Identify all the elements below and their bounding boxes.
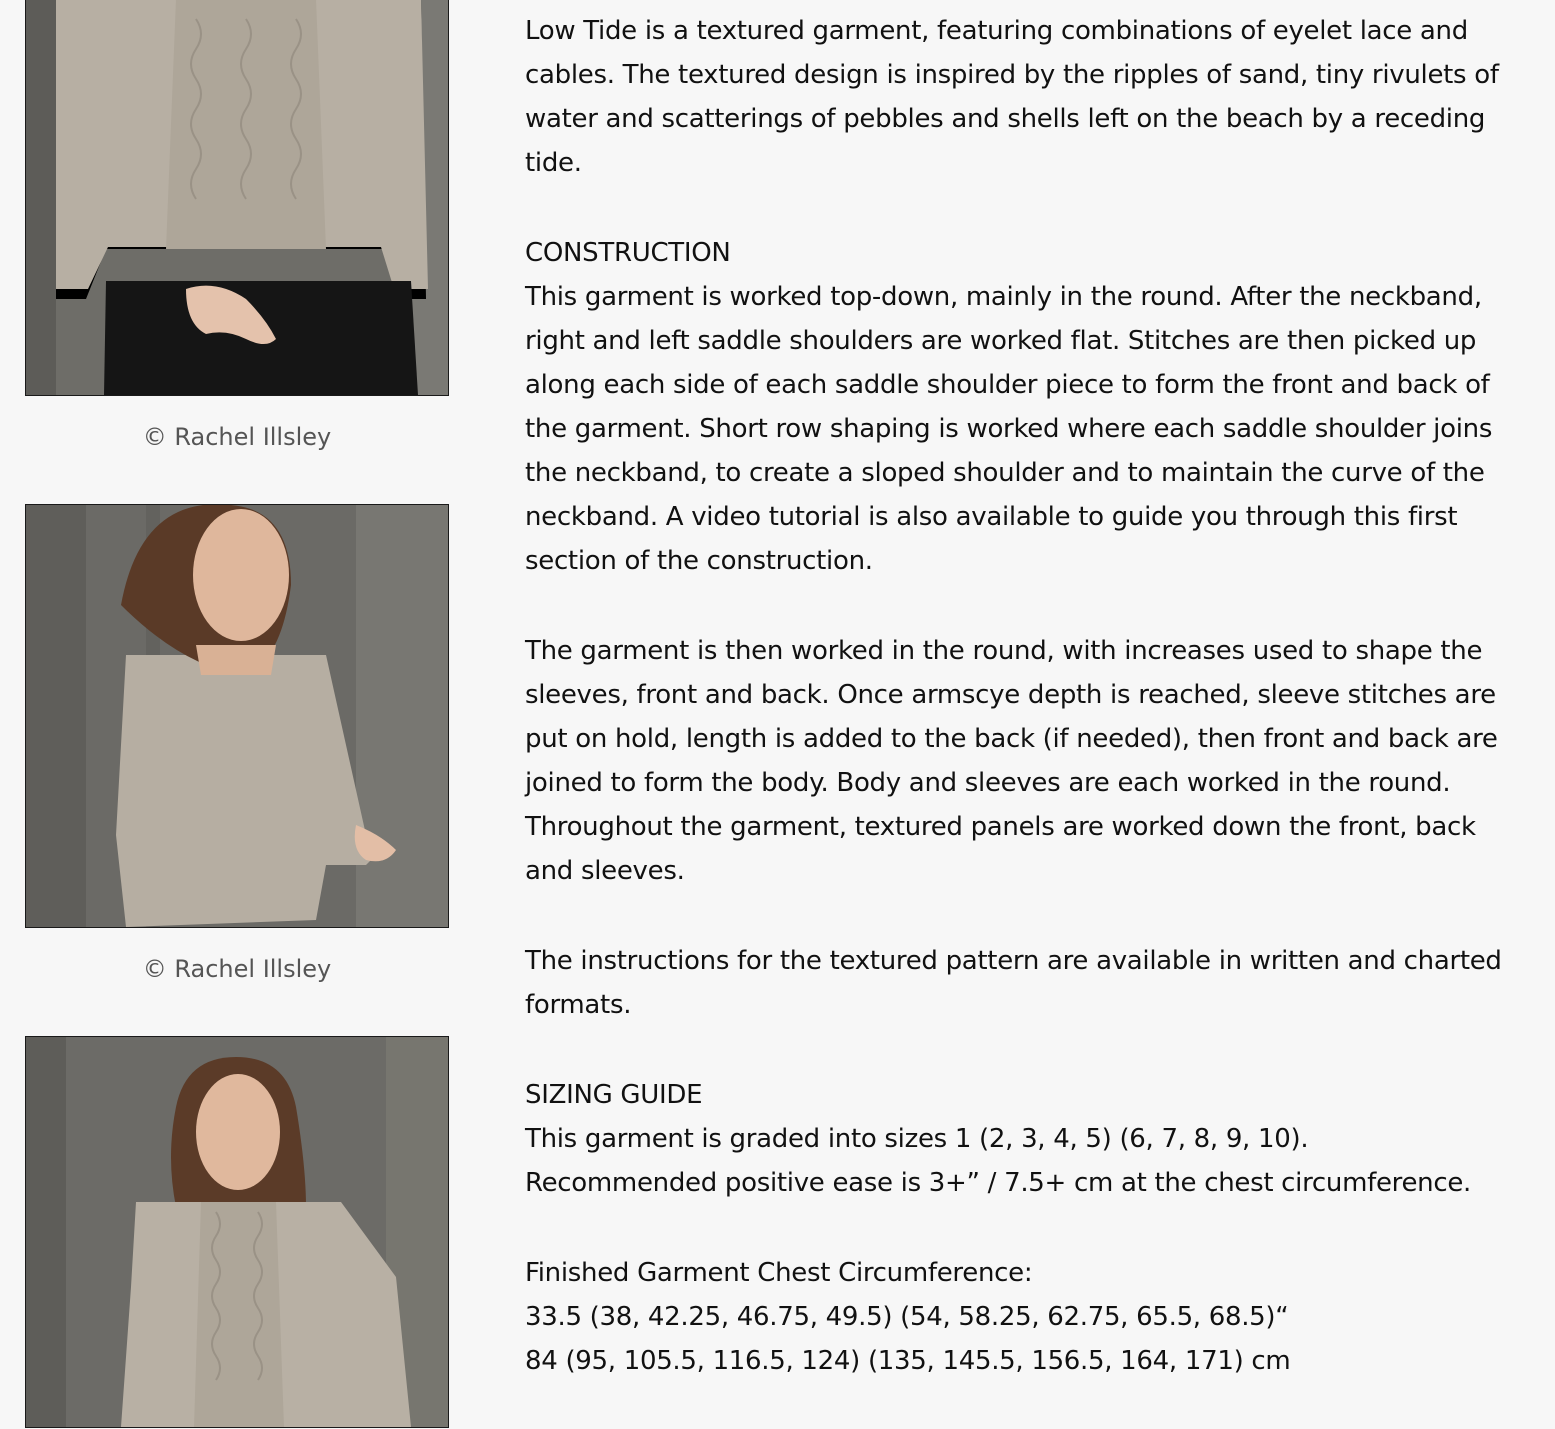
- sizing-ease: Recommended positive ease is 3+” / 7.5+ cm at the chest circumference.: [525, 1168, 1472, 1198]
- photo-3-image: [26, 1037, 448, 1427]
- sizing-grades: This garment is graded into sizes 1 (2, 3, 4, 5) (6, 7, 8, 9, 10).: [525, 1124, 1309, 1154]
- photo-1-image: [26, 0, 448, 395]
- intro-paragraph: Low Tide is a textured garment, featuring combinations of eyelet lace and cables. The textured design is inspired by the ripples of sand, tiny rivulets of water and scatterings of pebbles and shells left on the beach by a receding tide.: [525, 16, 1499, 178]
- photo-credit-caption: © Rachel Illsley: [142, 955, 332, 983]
- product-photo-1[interactable]: [25, 0, 449, 396]
- chest-cm: 84 (95, 105.5, 116.5, 124) (135, 145.5, 156.5, 164, 171) cm: [525, 1346, 1291, 1376]
- sizing-heading: SIZING GUIDE: [525, 1080, 703, 1110]
- chest-inches: 33.5 (38, 42.25, 46.75, 49.5) (54, 58.25, 62.75, 65.5, 68.5)“: [525, 1302, 1289, 1332]
- product-photo-2[interactable]: [25, 504, 449, 928]
- construction-paragraph-1: This garment is worked top-down, mainly in the round. After the neckband, right and left saddle shoulders are worked flat. Stitches are then picked up along each side of each saddle shoulder piece to form the front and back of the garment. Short row shaping is worked where each saddle shoulder joins the neckband, to create a sloped shoulder and to maintain the curve of the neckband. A video tutorial is also available to guide you through this first section of the construction.: [525, 282, 1493, 576]
- product-photo-3[interactable]: [25, 1036, 449, 1428]
- pattern-description: [525, 9, 1525, 1429]
- construction-paragraph-3: The instructions for the textured pattern are available in written and charted formats.: [525, 946, 1502, 1020]
- photo-credit-caption: © Rachel Illsley: [142, 423, 332, 451]
- construction-paragraph-2: The garment is then worked in the round, with increases used to shape the sleeves, front and back. Once armscye depth is reached, sleeve stitches are put on hold, length is added to the back (if needed), then front and back are joined to form the body. Body and sleeves are each worked in the round. Throughout the garment, textured panels are worked down the front, back and sleeves.: [525, 636, 1498, 886]
- sizing-paragraph: [525, 1117, 1525, 1205]
- chest-circumference: [525, 1251, 1525, 1383]
- construction-heading: CONSTRUCTION: [525, 238, 731, 268]
- chest-heading: Finished Garment Chest Circumference:: [525, 1258, 1033, 1288]
- photo-2-image: [26, 505, 448, 927]
